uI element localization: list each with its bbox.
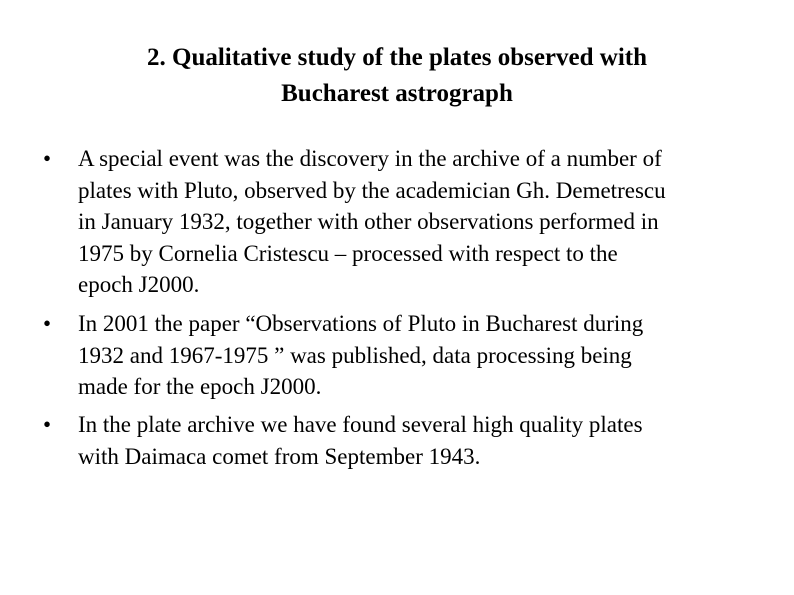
bullet-line: plates with Pluto, observed by the academician Gh. Demetrescu: [78, 177, 666, 203]
bullet-text: [78, 143, 758, 301]
bullet-line: epoch J2000.: [78, 272, 200, 297]
slide-title-line: Bucharest astrograph: [281, 80, 513, 107]
bullet-line: made for the epoch J2000.: [78, 374, 322, 399]
bullet-item: [0, 409, 794, 479]
bullet-marker: •: [43, 311, 52, 336]
bullet-marker: •: [43, 412, 52, 437]
bullet-item: [0, 143, 794, 308]
bullet-line: with Daimaca comet from September 1943.: [78, 443, 481, 469]
bullet-line: In the plate archive we have found several high quality plates: [78, 412, 643, 437]
bullet-line: A special event was the discovery in the archive of a number of: [78, 146, 662, 171]
bullet-text: [78, 409, 758, 472]
bullet-line: in January 1932, together with other observations performed in: [78, 209, 659, 234]
bullet-line: In 2001 the paper “Observations of Pluto in Bucharest during: [78, 311, 644, 336]
bullet-text: [78, 308, 758, 403]
bullet-list: [0, 143, 794, 479]
bullet-line: 1932 and 1967-1975 ” was published, data processing being: [78, 342, 632, 368]
slide-title-line: 2. Qualitative study of the plates observed with: [147, 44, 647, 71]
bullet-line: 1975 by Cornelia Cristescu – processed with respect to the: [78, 240, 618, 266]
slide-title: [60, 40, 734, 112]
bullet-item: [0, 308, 794, 409]
bullet-marker: •: [43, 146, 52, 171]
